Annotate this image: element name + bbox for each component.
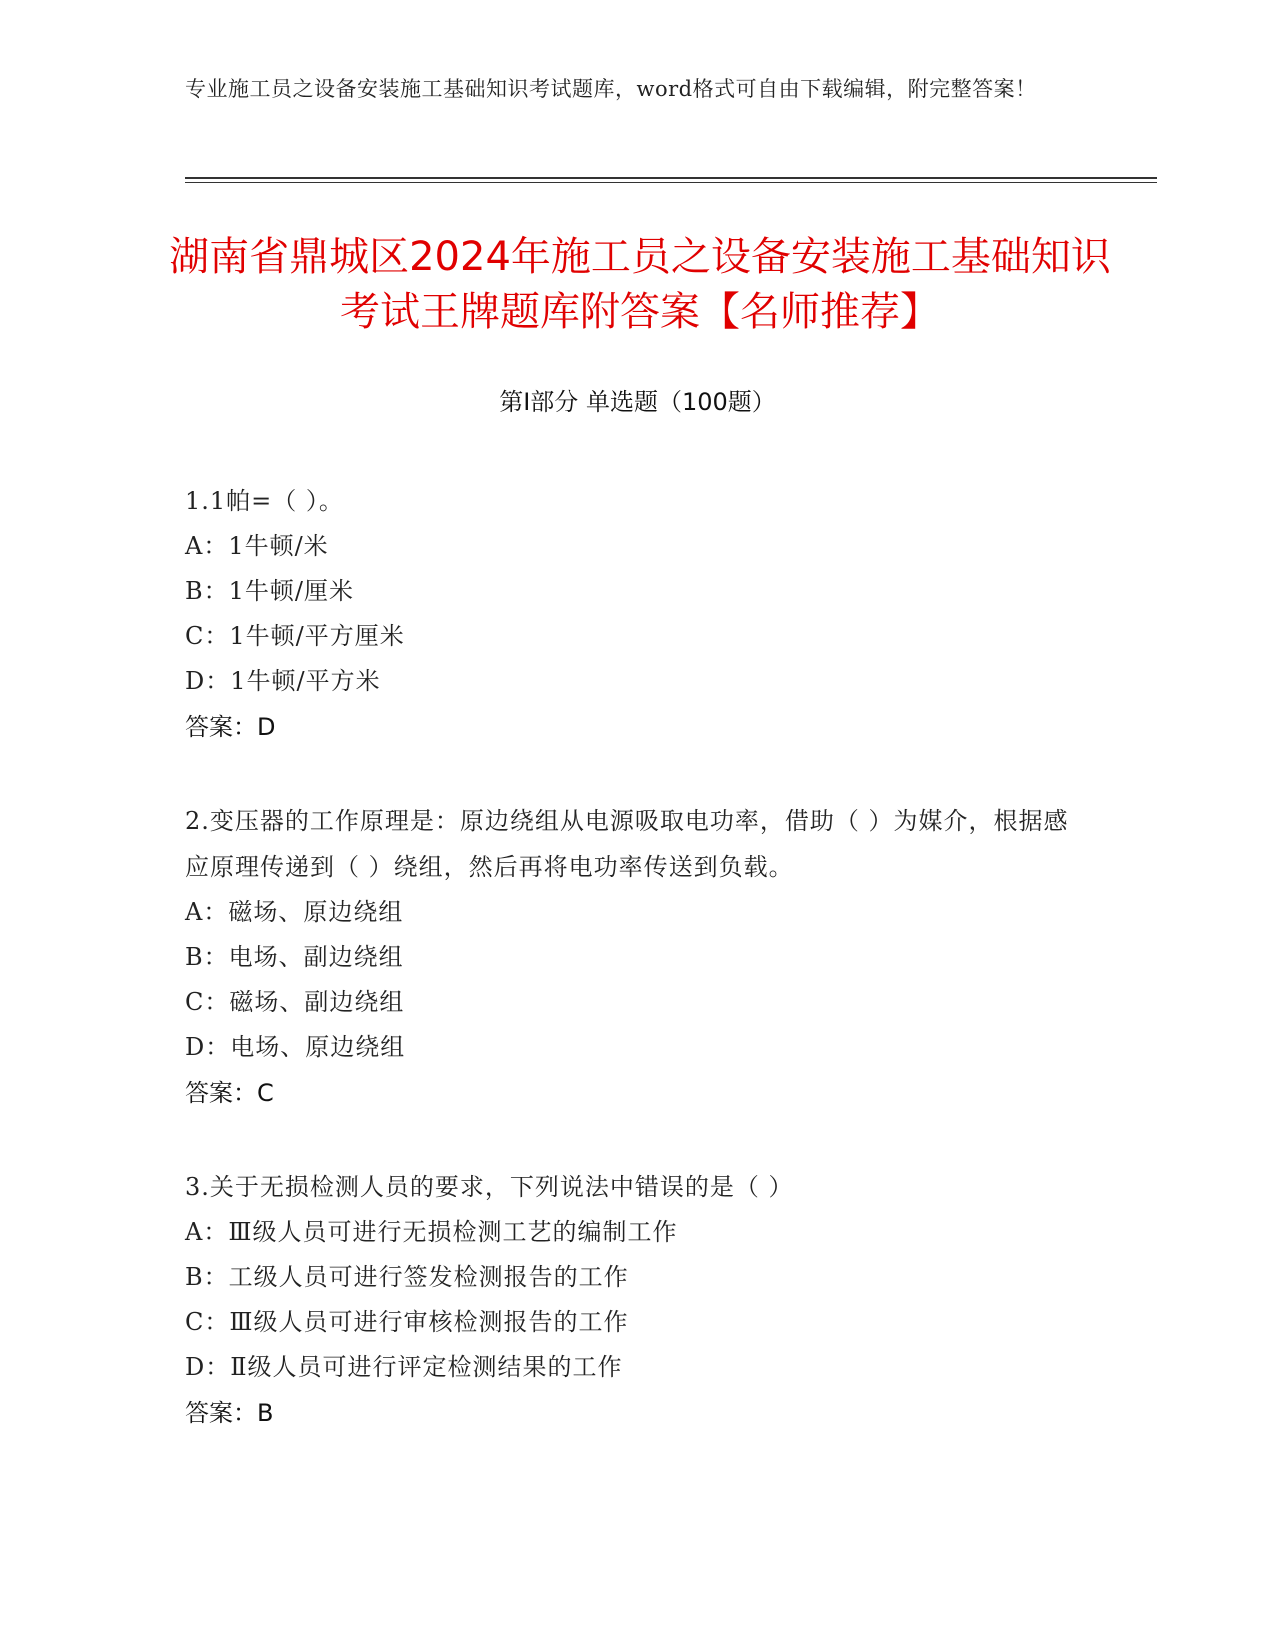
question-item-1 bbox=[185, 478, 1085, 750]
option-c: C：1牛顿/平方厘米 bbox=[185, 622, 405, 650]
question-stem: 3.关于无损检测人员的要求，下列说法中错误的是（ ） bbox=[185, 1173, 794, 1201]
section-heading: 第Ⅰ部分 单选题（100题） bbox=[499, 388, 776, 416]
option-b: B：1牛顿/厘米 bbox=[185, 577, 354, 605]
question-item-3 bbox=[185, 1164, 1085, 1436]
document-title: 湖南省鼎城区2024年施工员之设备安装施工基础知识考试王牌题库附答案【名师推荐】 bbox=[169, 234, 1111, 335]
option-a: A：磁场、原边绕组 bbox=[185, 898, 404, 926]
answer-line: 答案：D bbox=[185, 713, 276, 741]
option-b: B：电场、副边绕组 bbox=[185, 943, 404, 971]
answer-line: 答案：B bbox=[185, 1399, 274, 1427]
question-item-2 bbox=[185, 798, 1085, 1116]
question-stem: 1.1帕=（ ）。 bbox=[185, 487, 344, 515]
option-b: B：工级人员可进行签发检测报告的工作 bbox=[185, 1263, 629, 1291]
question-list bbox=[185, 478, 1085, 1484]
option-d: D：电场、原边绕组 bbox=[185, 1033, 406, 1061]
option-c: C：磁场、副边绕组 bbox=[185, 988, 405, 1016]
option-a: A：1牛顿/米 bbox=[185, 532, 329, 560]
header-note: 专业施工员之设备安装施工基础知识考试题库，word格式可自由下载编辑，附完整答案！ bbox=[185, 77, 1037, 101]
header-divider-thick bbox=[185, 177, 1157, 179]
option-c: C：Ⅲ级人员可进行审核检测报告的工作 bbox=[185, 1308, 629, 1336]
header-divider-thin bbox=[185, 182, 1157, 183]
answer-line: 答案：C bbox=[185, 1079, 274, 1107]
option-d: D：1牛顿/平方米 bbox=[185, 667, 381, 695]
option-d: D：Ⅱ级人员可进行评定检测结果的工作 bbox=[185, 1353, 623, 1381]
option-a: A：Ⅲ级人员可进行无损检测工艺的编制工作 bbox=[185, 1218, 678, 1246]
question-stem: 2.变压器的工作原理是：原边绕组从电源吸取电功率，借助（ ）为媒介，根据感应原理传递到（ ）绕组，然后再将电功率传送到负载。 bbox=[185, 807, 1069, 881]
